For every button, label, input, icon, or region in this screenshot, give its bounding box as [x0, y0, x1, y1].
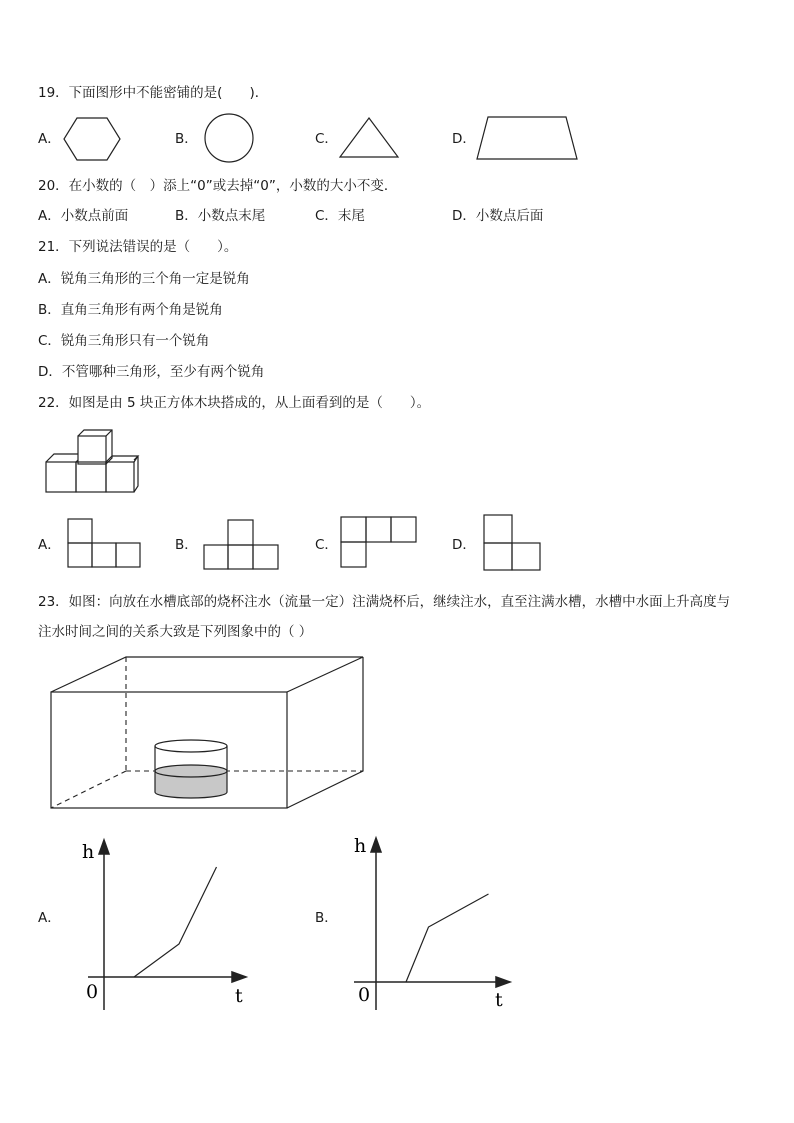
graph-a — [80, 834, 260, 1016]
trapezoid-icon — [474, 114, 580, 162]
q20-stem: 20．在小数的（ ）添上“0”或去掉“0”，小数的大小不变． — [38, 178, 398, 194]
graph-b-origin-label: 0 — [358, 984, 371, 1006]
graph-a-y-label: h — [82, 841, 95, 863]
cube-stack-figure — [40, 428, 140, 496]
q23-stem-line2: 注水时间之间的关系大致是下列图象中的（ ） — [38, 624, 313, 640]
q23-option-b-label: B． — [315, 910, 338, 926]
graph-b-x-label: t — [495, 989, 503, 1011]
graph-b-line — [406, 894, 489, 982]
q22-stem: 22．如图是由 5 块正方体木块搭成的，从上面看到的是（ ）。 — [38, 395, 431, 411]
q20-option-c: C．末尾 — [315, 208, 365, 224]
circle-icon — [203, 112, 255, 164]
q23-stem-line1: 23．如图：向放在水槽底部的烧杯注水（流量一定）注满烧杯后，继续注水，直至注满水槽，水槽中水面上升高度与 — [38, 594, 731, 610]
q21-option-b: B．直角三角形有两个角是锐角 — [38, 302, 223, 318]
q22-option-b-label: B． — [175, 537, 198, 553]
top-view-c-icon — [340, 516, 420, 570]
graph-a-origin-label: 0 — [86, 981, 99, 1003]
graph-a-x-label: t — [235, 985, 243, 1007]
q22-option-a-label: A． — [38, 537, 61, 553]
q19-option-b-label: B． — [175, 131, 198, 147]
top-view-b-icon — [203, 519, 281, 571]
q19-stem: 19．下面图形中不能密铺的是( )． — [38, 85, 269, 101]
hexagon-icon — [62, 116, 122, 162]
top-view-d-icon — [483, 514, 543, 572]
q19-option-d-label: D． — [452, 131, 476, 147]
q19-option-a-label: A． — [38, 131, 61, 147]
graph-a-line — [134, 867, 217, 977]
beaker-icon — [155, 740, 227, 798]
top-view-a-icon — [67, 518, 143, 570]
q19-option-c-label: C． — [315, 131, 338, 147]
q20-option-b: B．小数点末尾 — [175, 208, 266, 224]
q22-option-d-label: D． — [452, 537, 476, 553]
q20-option-a: A．小数点前面 — [38, 208, 129, 224]
q22-option-c-label: C． — [315, 537, 338, 553]
graph-b-y-label: h — [354, 835, 367, 857]
graph-b — [352, 830, 532, 1014]
q21-option-d: D．不管哪种三角形，至少有两个锐角 — [38, 364, 265, 380]
q23-option-a-label: A． — [38, 910, 61, 926]
q21-option-c: C．锐角三角形只有一个锐角 — [38, 333, 210, 349]
q21-stem: 21．下列说法错误的是（ ）。 — [38, 239, 238, 255]
q20-option-d: D．小数点后面 — [452, 208, 544, 224]
q21-option-a: A．锐角三角形的三个角一定是锐角 — [38, 271, 250, 287]
triangle-icon — [338, 116, 400, 160]
water-tank-figure — [48, 654, 368, 812]
